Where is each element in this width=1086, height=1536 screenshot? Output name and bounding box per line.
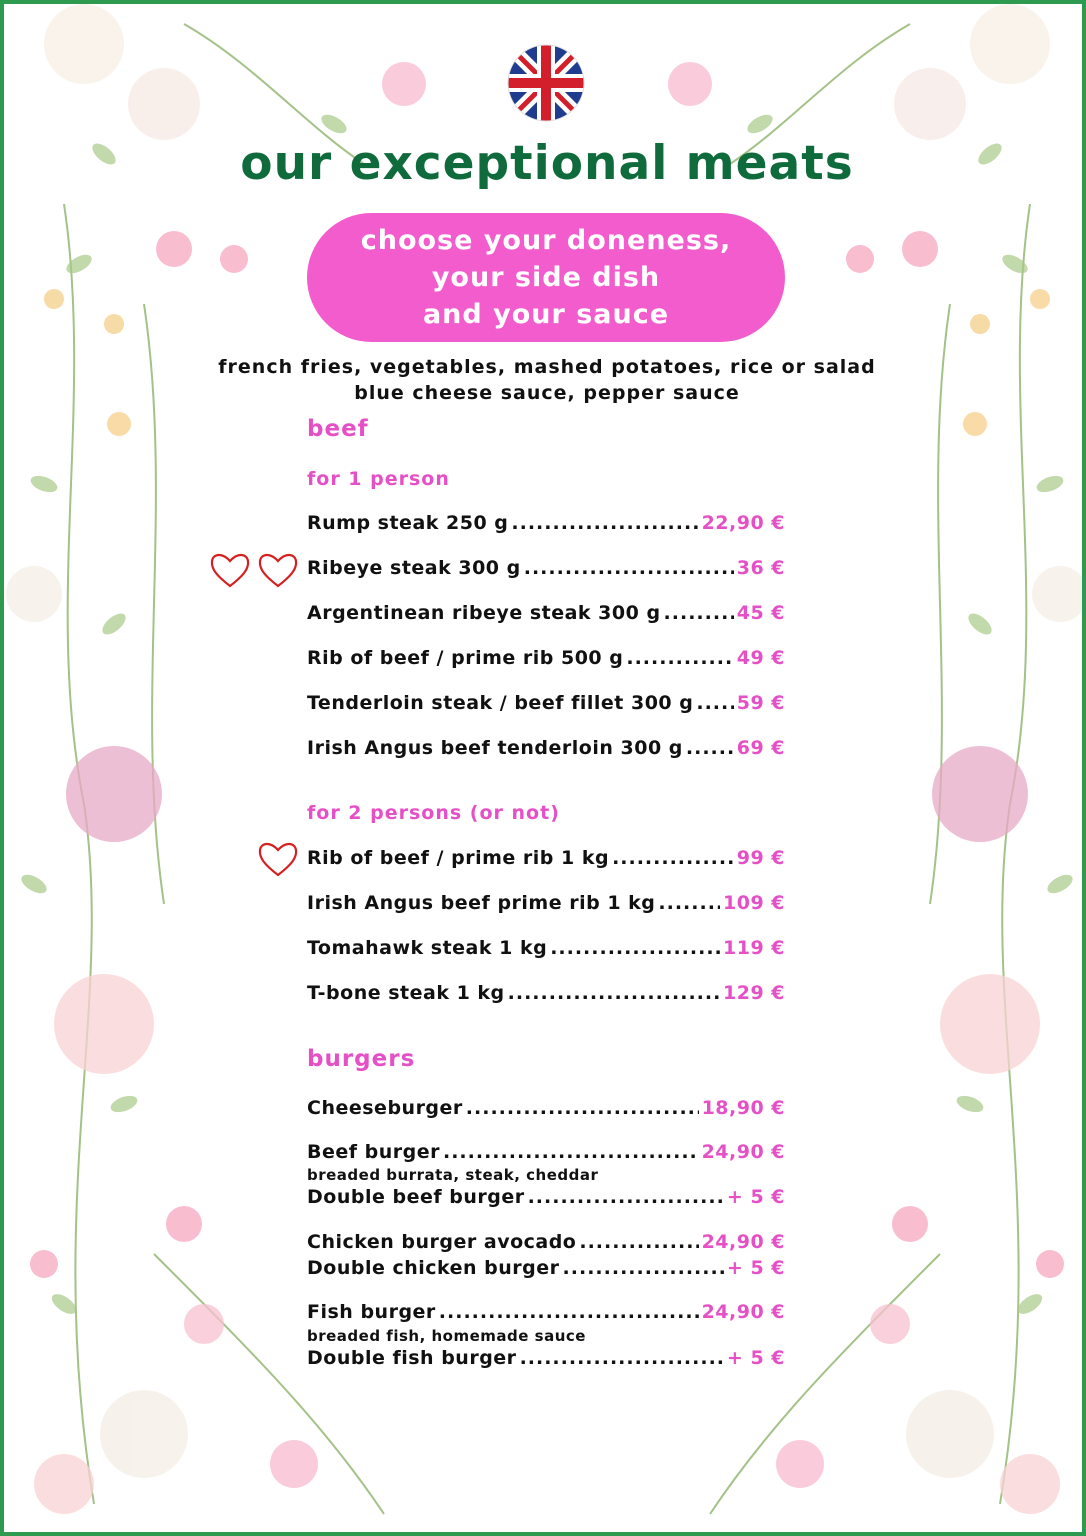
heart-icon [257,550,299,590]
item-price: 45 € [736,602,785,624]
item-price: + 5 € [726,1186,785,1208]
item-price: 69 € [736,737,785,759]
menu-item [307,1097,785,1119]
item-name: Tomahawk steak 1 kg [307,937,548,959]
item-name: Double beef burger [307,1186,525,1208]
item-price: 49 € [736,647,785,669]
item-price: 24,90 € [701,1231,785,1253]
burgers-heading: burgers [307,1046,416,1072]
banner-line: and your sauce [422,299,670,330]
item-description: breaded burrata, steak, cheddar [307,1166,599,1184]
uk-flag-icon [507,44,585,122]
heart-icon [257,839,299,879]
banner-line: choose your doneness, [360,225,732,256]
item-name: Rump steak 250 g [307,512,509,534]
item-price: 36 € [736,557,785,579]
item-price: 99 € [736,847,785,869]
item-price: + 5 € [726,1257,785,1279]
menu-item [307,602,785,624]
menu-item [307,937,785,959]
menu-item [307,647,785,669]
item-price: + 5 € [726,1347,785,1369]
instructions-banner [307,213,785,342]
item-name: Irish Angus beef tenderloin 300 g [307,737,683,759]
heart-icon [209,550,251,590]
item-price: 59 € [736,692,785,714]
menu-item [307,1186,785,1208]
menu-item [307,512,785,534]
menu-item [307,737,785,759]
menu-item [307,1231,785,1253]
item-price: 22,90 € [701,512,785,534]
menu-item [307,982,785,1004]
item-name: Ribeye steak 300 g [307,557,521,579]
item-name: Fish burger [307,1301,436,1323]
page-title: our exceptional meats [240,136,854,191]
item-name: Irish Angus beef prime rib 1 kg [307,892,656,914]
for-one-person-heading: for 1 person [307,468,450,490]
menu-item [307,1301,785,1323]
menu-item [307,692,785,714]
item-name: Beef burger [307,1141,440,1163]
item-name: Cheeseburger [307,1097,463,1119]
side-dishes-text: french fries, vegetables, mashed potatoes, rice or salad [218,356,876,378]
menu-item [307,892,785,914]
sauces-text: blue cheese sauce, pepper sauce [354,382,740,404]
beef-heading: beef [307,416,369,442]
item-name: Double chicken burger [307,1257,560,1279]
menu-item [307,847,785,869]
item-name: Chicken burger avocado [307,1231,577,1253]
item-price: 129 € [723,982,785,1004]
item-name: T-bone steak 1 kg [307,982,505,1004]
item-price: 109 € [723,892,785,914]
item-name: Rib of beef / prime rib 1 kg [307,847,610,869]
item-price: 24,90 € [701,1141,785,1163]
item-price: 119 € [723,937,785,959]
item-name: Rib of beef / prime rib 500 g [307,647,624,669]
banner-line: your side dish [431,262,661,293]
menu-item [307,1141,785,1163]
item-description: breaded fish, homemade sauce [307,1327,586,1345]
item-name: Tenderloin steak / beef fillet 300 g [307,692,694,714]
menu-item [307,557,785,579]
menu-item [307,1257,785,1279]
item-price: 24,90 € [701,1301,785,1323]
item-name: Argentinean ribeye steak 300 g [307,602,661,624]
menu-item [307,1347,785,1369]
for-two-persons-heading: for 2 persons (or not) [307,802,560,824]
item-name: Double fish burger [307,1347,517,1369]
item-price: 18,90 € [701,1097,785,1119]
